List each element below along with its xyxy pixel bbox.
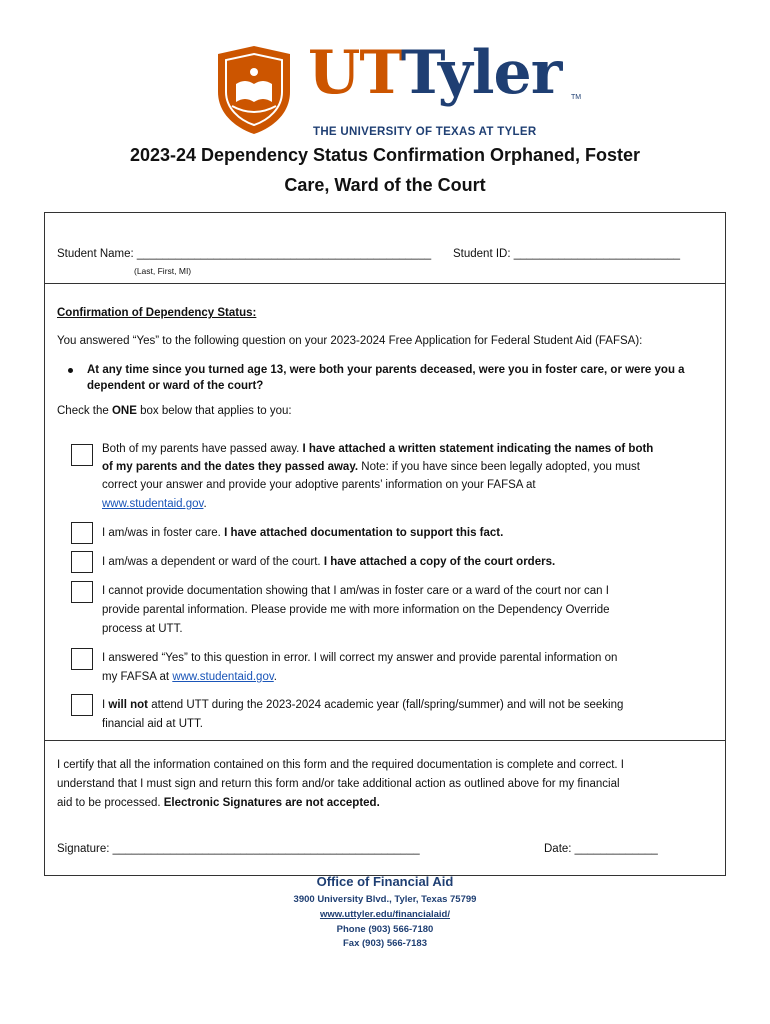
office-address: 3900 University Blvd., Tyler, Texas 75799 <box>293 894 477 905</box>
date-field[interactable]: Date: _____________ <box>544 843 658 855</box>
option-6-line2: financial aid at UTT. <box>102 718 203 730</box>
option-5-line1: I answered “Yes” to this question in error. I will correct my answer and provide parental information on <box>102 652 618 664</box>
student-id-field[interactable]: Student ID: __________________________ <box>453 248 681 260</box>
confirmation-heading: Confirmation of Dependency Status: <box>57 307 257 319</box>
option-not-attending-checkbox[interactable] <box>71 694 93 716</box>
section-divider <box>44 740 726 741</box>
option-2-text: I am/was in foster care. I have attached documentation to support this fact. <box>102 527 504 539</box>
student-name-field[interactable]: Student Name: ______________________________________________ <box>57 248 432 260</box>
option-1-line4: www.studentaid.gov. <box>102 498 207 510</box>
logo-wordmark: UTTyler <box>308 38 562 108</box>
student-name-hint: (Last, First, MI) <box>134 266 192 276</box>
certify-line3: aid to be processed. Electronic Signatures are not accepted. <box>57 797 380 809</box>
option-4-line3: process at UTT. <box>102 623 183 635</box>
ut-tyler-logo <box>208 38 582 140</box>
bullet-icon <box>68 368 73 373</box>
signature-field[interactable]: Signature: ________________________________________________ <box>57 843 420 855</box>
option-parents-deceased-checkbox[interactable] <box>71 444 93 466</box>
option-foster-care-checkbox[interactable] <box>71 522 93 544</box>
option-answered-in-error-checkbox[interactable] <box>71 648 93 670</box>
office-website-link[interactable]: www.uttyler.edu/financialaid/ <box>319 909 451 920</box>
option-dependency-override-checkbox[interactable] <box>71 581 93 603</box>
logo-trademark: TM <box>571 94 582 101</box>
form-title-line2: Care, Ward of the Court <box>284 175 486 195</box>
option-1-line1: Both of my parents have passed away. I have attached a written statement indicating the names of both <box>102 443 654 455</box>
option-5-line2: my FAFSA at www.studentaid.gov. <box>102 671 277 683</box>
certify-line2: understand that I must sign and return this form and/or take additional action as outlined above for my financial <box>57 778 620 790</box>
fafsa-question-line1: At any time since you turned age 13, were both your parents deceased, were you in foster care, or were you a <box>87 364 685 376</box>
studentaid-link[interactable]: www.studentaid.gov <box>172 671 274 683</box>
fafsa-question-line2: dependent or ward of the court? <box>87 380 264 392</box>
form-title-line1: 2023-24 Dependency Status Confirmation Orphaned, Foster <box>129 145 641 165</box>
office-name: Office of Financial Aid <box>316 874 454 889</box>
check-instruction: Check the ONE box below that applies to you: <box>57 405 292 417</box>
option-ward-of-court-checkbox[interactable] <box>71 551 93 573</box>
fafsa-intro: You answered “Yes” to the following question on your 2023-2024 Free Application for Federal Student Aid (FAFSA): <box>57 335 643 347</box>
option-1-line3: correct your answer and provide your adoptive parents’ information on your FAFSA at <box>102 479 536 491</box>
university-seal-icon <box>208 44 300 136</box>
office-fax: Fax (903) 566-7183 <box>343 938 427 949</box>
logo-subtitle: THE UNIVERSITY OF TEXAS AT TYLER <box>313 126 537 138</box>
option-6-line1: I will not attend UTT during the 2023-2024 academic year (fall/spring/summer) and will not be seeking <box>102 699 624 711</box>
certify-line1: I certify that all the information contained on this form and the required documentation is complete and correct. I <box>57 759 624 771</box>
option-1-line2: of my parents and the dates they passed away. Note: if you have since been legally adopted, you must <box>102 461 641 473</box>
office-phone: Phone (903) 566-7180 <box>336 924 434 935</box>
option-3-text: I am/was a dependent or ward of the court. I have attached a copy of the court orders. <box>102 556 556 568</box>
section-divider <box>44 283 726 284</box>
option-4-line1: I cannot provide documentation showing that I am/was in foster care or a ward of the court nor can I <box>102 585 609 597</box>
option-4-line2: provide parental information. Please provide me with more information on the Dependency Override <box>102 604 610 616</box>
studentaid-link[interactable]: www.studentaid.gov <box>102 498 204 510</box>
